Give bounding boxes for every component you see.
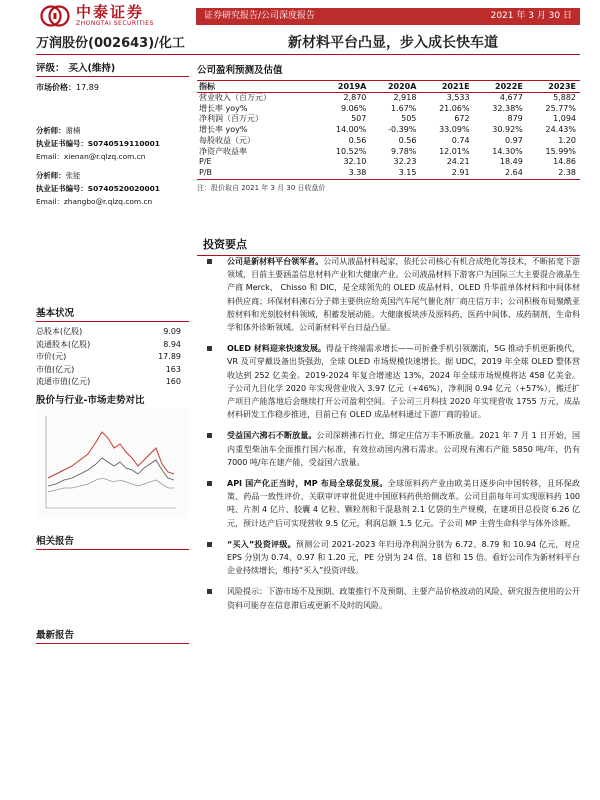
cell: 32.23	[393, 157, 417, 167]
cell: 2,918	[393, 93, 417, 102]
point-text: 全球原料药产业由欧美日逐步向中国转移，且环保政策、药品一致性评价、关联审评审批促进中国原料药供给侧改革。公司目前每年可实现原料药 100 吨、片剂 4 亿片、胶囊 4 亿粒、颗粒剂和干混悬剂 2.1 亿袋的生产规模，在建项目总投资 6.26 亿元，预计达产后可实现营收 9.5 亿元，利润总额 1.5 亿元。子公司 MP 主营生命科学与体外诊断。	[227, 479, 580, 528]
cell: 15.99%	[545, 146, 576, 156]
bullet-square-icon	[207, 481, 212, 486]
cell: 2.38	[527, 168, 580, 179]
point-text: 公司从液晶材料起家，依托公司核心有机合成绝化等技术，不断拓宽下游领域，目前主要涵盖信息材料产业和大健康产业。公司液晶材料下游客户为国际三大主要混合液晶生产商 Merck、 Chisso 和 DIC，是全球领先的 OLED 成品材料、OLED 升华前单体材料和中间体材料供应商；环保材料沸石分子筛主要供应给英国汽车尾气催化剂厂商庄信万丰；公司积极布局聚酰亚胺材料和光刻胶材料领域，积蓄发展动能。大健康板块涉及原料药、医药中间体、成药制剂、生命科学和体外诊断领域。公司新材料平台日益凸显。	[227, 257, 580, 333]
cell: 5,882	[553, 93, 576, 102]
analyst-name: 张能	[65, 171, 81, 180]
table-row	[197, 93, 580, 104]
row-label: 流通股本(亿股)	[36, 339, 91, 349]
cell: 9.78%	[390, 146, 417, 156]
cert-number: S0740520020001	[87, 184, 160, 193]
bullet-square-icon	[207, 589, 212, 594]
rating-value: 买入(维持)	[68, 63, 116, 74]
analysts-section	[36, 120, 189, 208]
row-label: 流通市值(亿元)	[36, 377, 91, 386]
risk-text: 风险提示：下游市场不及预期、政策推行不及预期、主要产品价格波动的风险、研究报告使用的公开资料可能存在信息滞后或更新不及时的风险。	[227, 587, 580, 610]
price-trend-chart-image	[36, 408, 189, 518]
header-cell: 2022E	[495, 82, 523, 91]
table-row	[197, 147, 580, 158]
forecast-note: 注：股价取自 2021 年 3 月 30 日收盘价	[197, 183, 326, 192]
bullet-square-icon	[207, 259, 212, 264]
trend-section	[36, 392, 189, 409]
table-row	[36, 351, 189, 364]
cell: 1,094	[553, 114, 576, 124]
table-row	[197, 136, 580, 147]
header-cell: 2020A	[387, 82, 417, 91]
header-cell: 2021E	[441, 82, 470, 91]
table-row	[197, 114, 580, 125]
point-text: 得益于终端需求增长——可折叠手机引领潮流，5G 推动手机更新换代，VR 及可穿戴设备出货强劲，全球 OLED 市场规模快速增长。据 UDC，2019 年全球 OLED 整体营收达到 252 亿美金。2019-2024 年复合增速达 13%，2024 年全球市场规模将达 458 亿美金。子公司九目化学 2020 年实现营业收入 3.97 亿元（+46%），净利润 0.94 亿元（+57%），搬迁扩产项目产能落地后会继续打开公司盈利空间。子公司三月科技 2020 年实现营收 1755 万元，成品材料研发工作稳步推进，目前已有 OLED 成品材料通过下游厂商的验证。	[227, 344, 580, 420]
cell: 672	[454, 114, 470, 124]
cell: 879	[507, 114, 523, 124]
cell: 12.01%	[439, 146, 470, 156]
row-label: 市价(元)	[36, 352, 67, 361]
point-text: 公司深耕沸石行业，绑定庄信万丰不断放量。2021 年 7 月 1 日开始，国内重型柴油车全面推行国六标准，有效拉动国内沸石需求。公司现有沸石产能 5850 吨/年，仍有 7000 吨/年在建产能，受益国六放量。	[227, 431, 580, 467]
related-reports-section	[36, 533, 189, 550]
recent-reports-divider	[36, 643, 189, 644]
cell: 25.77%	[545, 103, 576, 113]
rating-divider	[36, 76, 189, 77]
row-value: 8.94	[163, 339, 181, 349]
bullet-square-icon	[207, 433, 212, 438]
header-bar	[196, 8, 580, 25]
cell: -0.39%	[388, 125, 417, 135]
company-logo	[40, 4, 154, 27]
table-header-row	[197, 81, 580, 93]
investment-section	[197, 236, 580, 256]
row-label: 增长率 yoy%	[199, 103, 248, 113]
cert-label: 执业证书编号：	[36, 139, 88, 148]
stock-line: 万润股份(002643)/化工	[36, 36, 185, 51]
cell: 32.38%	[492, 103, 523, 113]
analyst-email[interactable]: Email：xienan@r.qlzq.com.cn	[36, 152, 146, 161]
point-heading: 公司是新材料平台领军者。	[227, 257, 324, 266]
table-row	[36, 339, 189, 352]
list-item	[197, 429, 580, 469]
recent-reports-title: 最新报告	[36, 630, 75, 641]
cell: 1.67%	[390, 103, 417, 113]
cell: 0.97	[504, 135, 523, 145]
header-cell: 2023E	[548, 82, 576, 91]
row-label: P/B	[197, 168, 317, 179]
rating-label: 评级：	[36, 63, 65, 74]
forecast-table	[197, 80, 580, 180]
zhongtai-logo-icon	[40, 5, 70, 27]
row-label: 净资产收益率	[199, 146, 247, 156]
cell: 3.38	[317, 168, 370, 179]
logo-chinese-name: 中泰证券	[76, 3, 145, 21]
cell: 33.09%	[439, 125, 470, 135]
list-item	[197, 585, 580, 611]
analyst-name: 谢楠	[65, 126, 81, 135]
point-heading: “买入”投资评级。	[227, 539, 296, 549]
cert-label: 执业证书编号：	[36, 184, 88, 193]
cell: 24.21	[446, 157, 470, 167]
related-reports-divider	[36, 549, 189, 550]
cell: 0.56	[398, 135, 417, 145]
cell: 0.74	[451, 135, 470, 145]
trend-title: 股价与行业-市场走势对比	[36, 395, 145, 406]
row-value: 17.89	[158, 352, 181, 361]
row-label: 市值(亿元)	[36, 364, 75, 374]
cell: 2,870	[343, 93, 367, 102]
related-reports-title: 相关报告	[36, 536, 75, 547]
report-title: 新材料平台凸显，步入成长快车道	[288, 35, 498, 51]
analyst-label: 分析师：	[36, 126, 66, 135]
cert-number: S0740519110001	[87, 139, 160, 148]
row-label: 增长率 yoy%	[199, 125, 248, 135]
bullet-square-icon	[207, 346, 212, 351]
row-value: 163	[165, 364, 181, 374]
cell: 10.52%	[335, 146, 367, 156]
table-row	[36, 326, 189, 339]
point-heading: API 国产化正当时，MP 布局全球促发展。	[227, 479, 388, 489]
table-row	[197, 168, 580, 179]
market-price: 17.89	[76, 83, 99, 92]
list-item	[197, 255, 580, 334]
logo-english-name: ZHONGTAI SECURITIES	[76, 20, 154, 27]
investment-title: 投资要点	[203, 238, 247, 251]
point-heading: OLED 材料迎来快速发展。	[227, 344, 326, 354]
cell: 14.00%	[335, 125, 367, 135]
row-label: 净利润（百万元）	[199, 114, 263, 124]
cell: 9.06%	[340, 103, 367, 113]
cell: 3,533	[446, 93, 470, 102]
title-divider	[36, 54, 580, 55]
cell: 505	[401, 114, 417, 124]
cell: 30.92%	[492, 125, 523, 135]
list-item	[197, 538, 580, 578]
cell: 2.64	[474, 168, 527, 179]
cell: 3.15	[370, 168, 420, 179]
report-date: 2021 年 3 月 30 日	[490, 11, 572, 21]
cell: 507	[351, 114, 367, 124]
cell: 18.49	[499, 157, 523, 167]
cell: 2.91	[420, 168, 473, 179]
table-row	[36, 376, 189, 389]
row-value: 9.09	[163, 327, 181, 336]
basic-info-divider	[36, 321, 189, 322]
cell: 1.20	[558, 135, 576, 145]
forecast-section	[197, 62, 580, 193]
cell: 0.56	[348, 135, 367, 145]
cell: 24.43%	[545, 125, 576, 135]
table-row	[197, 157, 580, 168]
list-item	[197, 477, 580, 530]
recent-reports-section	[36, 627, 189, 644]
cell: 4,677	[499, 93, 523, 102]
point-heading: 受益国六沸石不断放量。	[227, 431, 317, 441]
forecast-title: 公司盈利预测及估值	[197, 65, 283, 76]
row-label: 营业收入（百万元）	[199, 93, 271, 102]
basic-info-section	[36, 305, 189, 389]
basic-info-title: 基本状况	[36, 308, 75, 319]
basic-info-table	[36, 326, 189, 389]
report-type: 证券研究报告/公司深度报告	[204, 11, 316, 21]
cell: 14.86	[553, 157, 576, 167]
table-row	[36, 364, 189, 377]
bullet-square-icon	[207, 542, 212, 547]
table-row	[197, 125, 580, 136]
rating-section	[36, 60, 189, 93]
cell: 32.10	[343, 157, 367, 167]
row-value: 160	[165, 377, 181, 386]
price-label: 市场价格：	[36, 83, 76, 92]
row-label: 总股本(亿股)	[36, 327, 83, 336]
header-cell: 指标	[199, 82, 215, 91]
row-label: P/E	[199, 157, 212, 167]
analyst-label: 分析师：	[36, 171, 66, 180]
list-item	[197, 342, 580, 421]
analyst-email[interactable]: Email：zhangbo@r.qlzq.com.cn	[36, 197, 153, 206]
point-text: 预测公司 2021-2023 年归母净利润分别为 6.72、8.79 和 10.94 亿元，对应 EPS 分别为 0.74、0.97 和 1.20 元，PE 分别为 24 倍、18 倍和 15 倍。看好公司作为新材料平台企业持续增长，维持“买入”投资评级。	[227, 539, 581, 576]
investment-points	[197, 255, 580, 620]
table-row	[197, 104, 580, 115]
cell: 14.30%	[492, 146, 523, 156]
row-label: 每股收益（元）	[199, 135, 255, 145]
cell: 21.06%	[439, 103, 470, 113]
header-cell: 2019A	[337, 82, 367, 91]
